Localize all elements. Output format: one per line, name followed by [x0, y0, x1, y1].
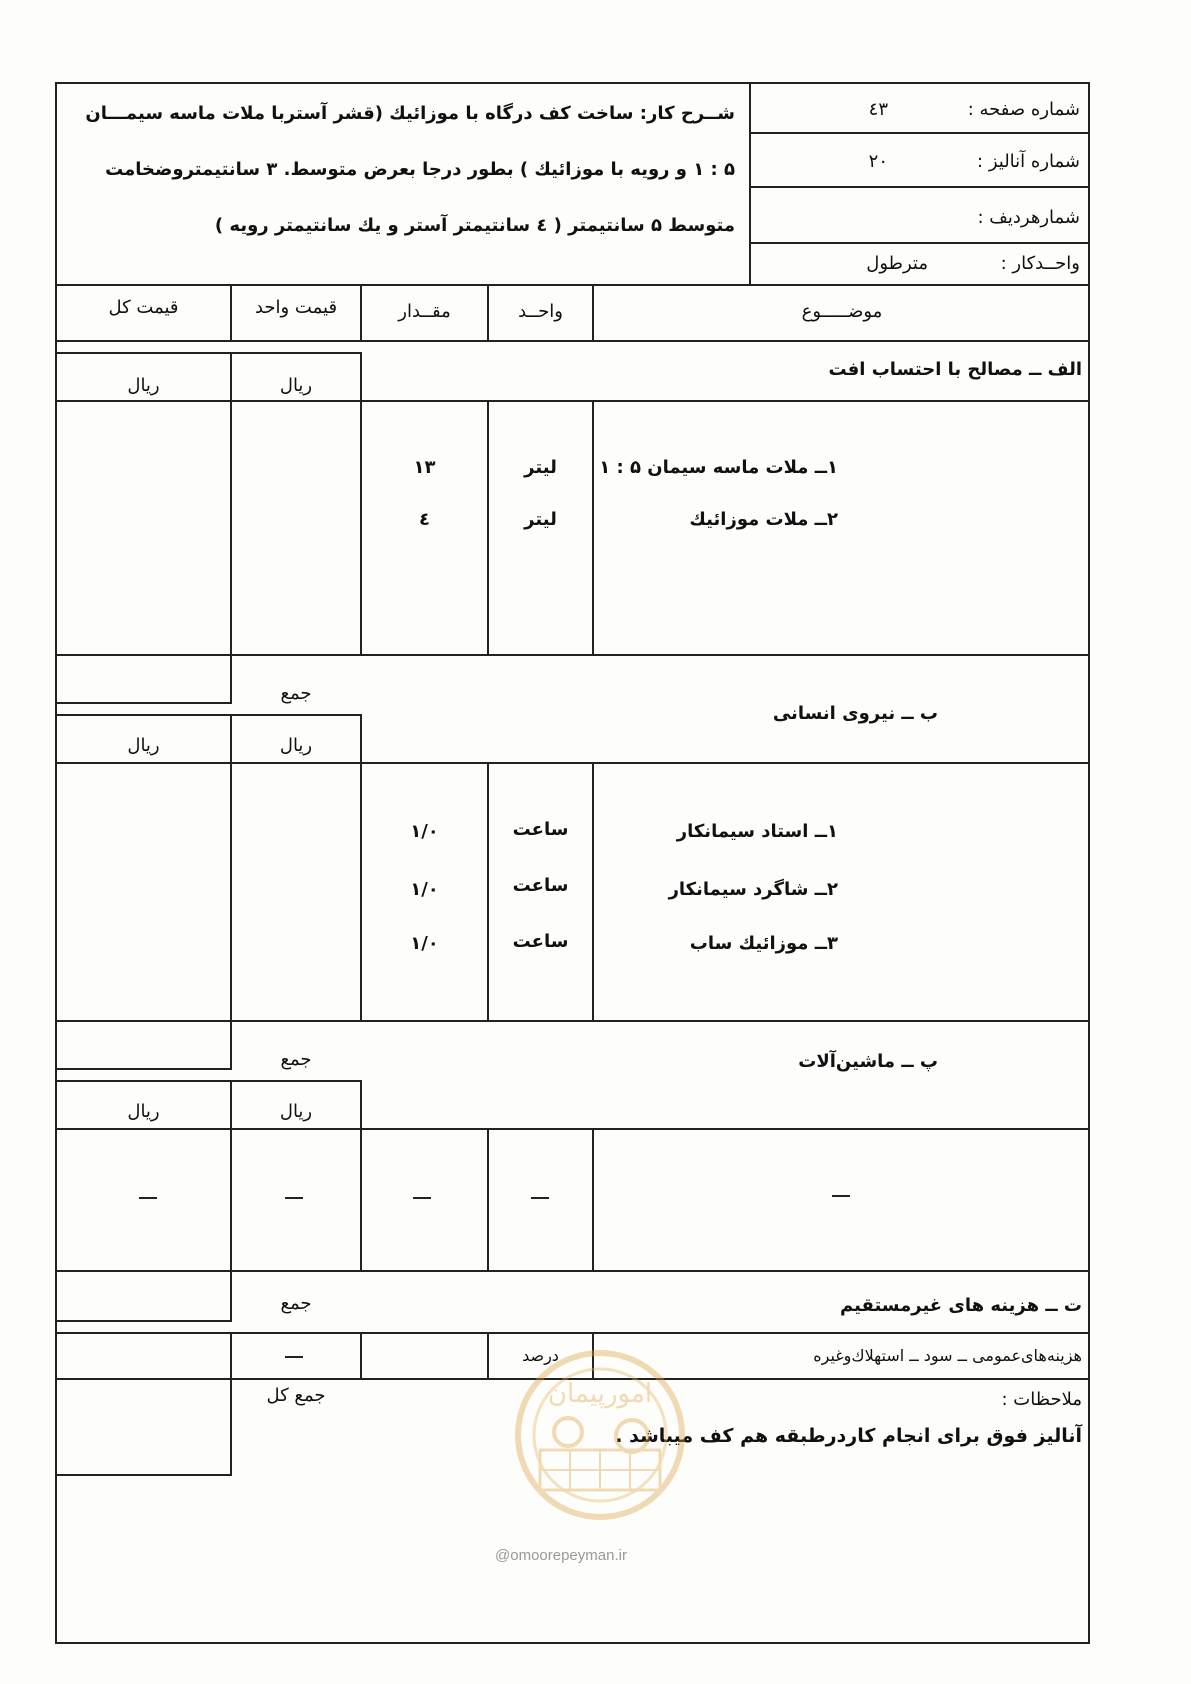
header-row-line — [749, 132, 1090, 134]
column-divider — [360, 1080, 362, 1270]
watermark-text: @omoorepeyman.ir — [495, 1547, 627, 1564]
column-divider — [230, 352, 232, 702]
unit-price-currency: ریال — [279, 375, 313, 396]
materials-item-subject: ۱ــ ملات ماسه سیمان ۵ : ۱ — [599, 457, 838, 478]
header-row-line — [749, 242, 1090, 244]
section-line — [57, 1128, 1090, 1130]
labor-item-quantity: ۱/۰ — [410, 879, 439, 900]
row-number-label: شمارهردیف : — [977, 207, 1080, 228]
analysis-number-value: ۲۰ — [868, 151, 888, 172]
materials-item-subject: ۲ــ ملات موزائیك — [689, 509, 838, 530]
sum-box-line — [57, 1068, 232, 1070]
empty-dash — [285, 1197, 303, 1199]
materials-item-unit: لیتر — [524, 457, 557, 478]
labor-item-subject: ۱ــ استاد سیمانکار — [676, 821, 838, 842]
page-number-value: ٤۳ — [868, 99, 888, 120]
section-line — [57, 1080, 362, 1082]
section-line — [57, 1332, 1090, 1334]
total-price-currency: ریال — [127, 735, 160, 756]
empty-dash — [285, 1356, 303, 1358]
section-line — [57, 1270, 1090, 1272]
total-price-currency: ریال — [127, 375, 160, 396]
column-divider — [360, 352, 362, 654]
column-divider — [592, 1128, 594, 1270]
col-header-total-price: قیمت کل — [108, 297, 179, 318]
labor-item-unit: ساعت — [512, 875, 569, 896]
work-description-line-2: ۵ : ۱ و رویه با موزائیك ) بطور درجا بعرض متوسط. ۳ سانتیمتروضخامت — [105, 159, 735, 180]
materials-item-unit: لیتر — [524, 509, 557, 530]
sum-box-line — [57, 1474, 232, 1476]
labor-item-subject: ۲ــ شاگرد سیمانکار — [668, 879, 838, 900]
work-description-line-3: متوسط ۵ سانتیمتر ( ٤ سانتیمتر آستر و یك سانتیمتر رویه ) — [214, 215, 735, 236]
labor-item-unit: ساعت — [512, 931, 569, 952]
col-header-quantity: مقــدار — [398, 301, 451, 322]
column-divider — [360, 1332, 362, 1378]
materials-section-title: الف ــ مصالح با احتساب افت — [828, 359, 1082, 380]
labor-item-unit: ساعت — [512, 819, 569, 840]
column-divider — [592, 762, 594, 1020]
work-description-line-1: شــرح کار: ساخت کف درگاه با موزائیك (قشر آستربا ملات ماسه سیمـــان — [85, 103, 735, 124]
section-line — [57, 654, 1090, 656]
column-header-bottom — [57, 340, 1090, 342]
notes-label: ملاحظات : — [1001, 1389, 1082, 1410]
column-divider — [592, 1332, 594, 1378]
labor-item-subject: ۳ــ موزائیك ساب — [689, 933, 838, 954]
sum-box-line — [57, 1320, 232, 1322]
empty-dash — [413, 1197, 431, 1199]
unit-price-currency: ریال — [279, 1101, 313, 1122]
machinery-sum-label: جمع — [280, 1293, 312, 1314]
overhead-percent-label: درصد — [522, 1346, 559, 1365]
column-divider — [230, 714, 232, 1068]
svg-text:امورپیمان: امورپیمان — [547, 1379, 653, 1409]
header-bottom-line — [57, 284, 1090, 286]
section-line — [57, 762, 1090, 764]
empty-dash — [832, 1195, 850, 1197]
footer-note: آنالیز فوق برای انجام کاردرطبقه هم کف میباشد . — [615, 1425, 1082, 1447]
materials-item-quantity: ٤ — [419, 509, 430, 530]
grand-total-label: جمع کل — [266, 1385, 326, 1406]
col-header-subject: موضـــــوع — [801, 301, 883, 322]
work-unit-value: مترطول — [866, 253, 928, 274]
overhead-label: هزینه‌های‌عمومی ــ سود ــ استهلاك‌وغیره — [813, 1346, 1082, 1365]
labor-item-quantity: ۱/۰ — [410, 933, 439, 954]
section-line — [57, 1378, 1090, 1380]
materials-item-quantity: ۱۳ — [413, 457, 436, 478]
total-price-currency: ریال — [127, 1101, 160, 1122]
sum-box-line — [57, 702, 232, 704]
col-header-unit-price: قیمت واحد — [254, 297, 338, 318]
labor-section-title: ب ــ نیروی انسانی — [772, 703, 938, 724]
indirect-section-title: ت ــ هزینه های غیرمستقیم — [840, 1295, 1082, 1316]
page-number-label: شماره صفحه : — [967, 99, 1080, 120]
work-unit-label: واحــدکار : — [1000, 253, 1080, 274]
section-line — [57, 1020, 1090, 1022]
section-line — [57, 400, 1090, 402]
section-line — [57, 352, 362, 354]
column-divider — [487, 1128, 489, 1270]
column-divider — [230, 1080, 232, 1320]
header-divider — [749, 84, 751, 284]
machinery-section-title: پ ــ ماشین‌آلات — [798, 1051, 938, 1072]
analysis-number-label: شماره آنالیز : — [977, 151, 1080, 172]
analysis-form — [55, 82, 1090, 1644]
unit-price-currency: ریال — [279, 735, 313, 756]
empty-dash — [139, 1197, 157, 1199]
empty-dash — [531, 1197, 549, 1199]
labor-sum-label: جمع — [280, 1049, 312, 1070]
column-divider — [360, 714, 362, 1020]
header-row-line — [749, 186, 1090, 188]
column-divider — [592, 400, 594, 654]
section-line — [57, 714, 362, 716]
col-header-unit: واحــد — [518, 301, 563, 322]
labor-item-quantity: ۱/۰ — [410, 821, 439, 842]
materials-sum-label: جمع — [280, 683, 312, 704]
